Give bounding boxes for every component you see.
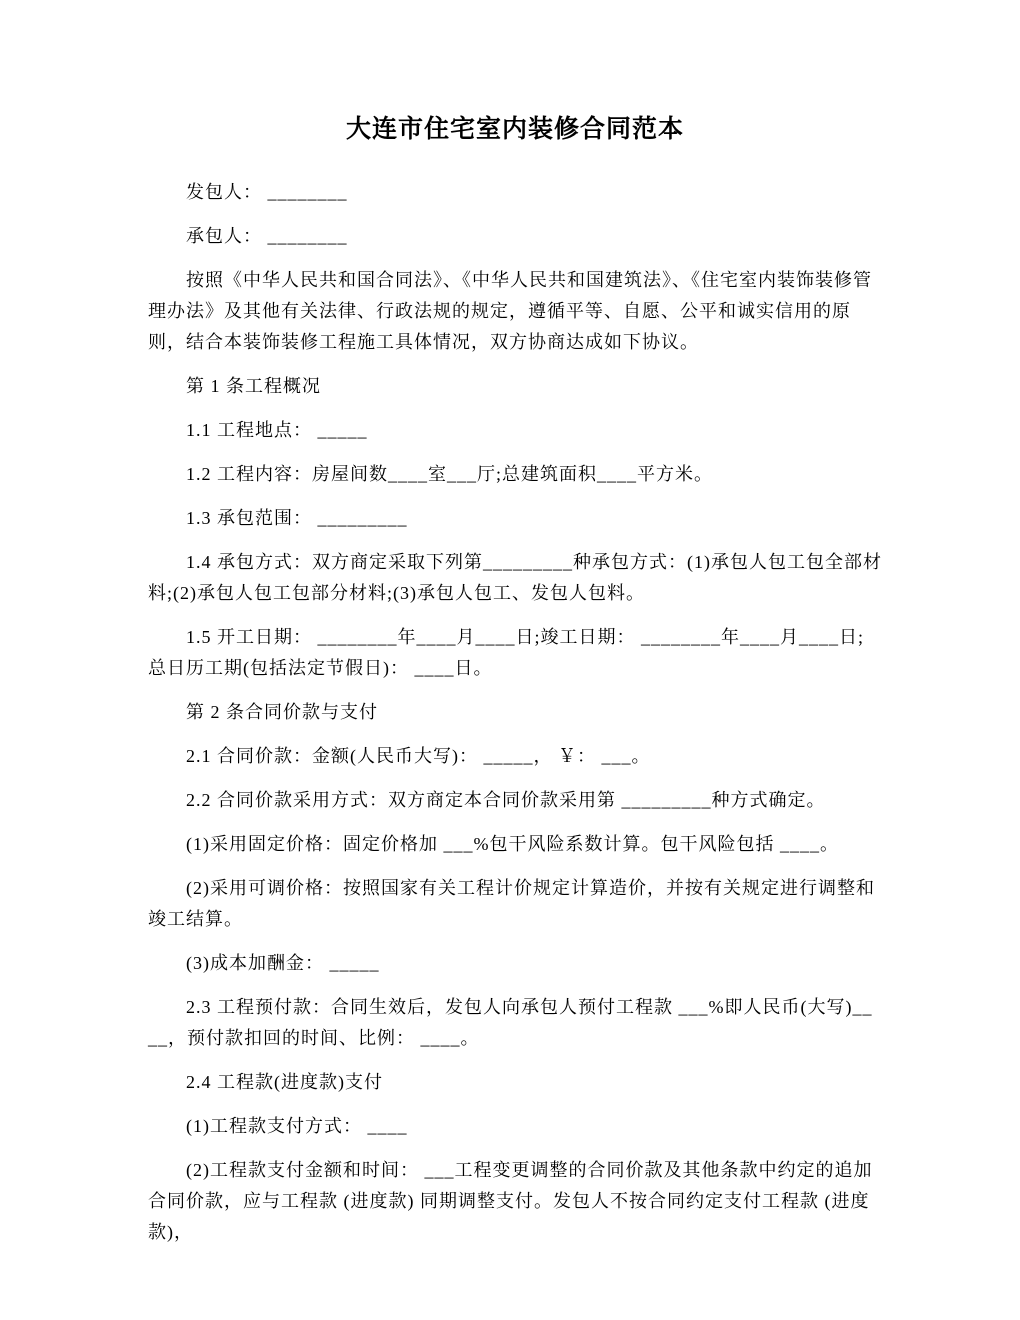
document-title: 大连市住宅室内装修合同范本 — [345, 116, 684, 143]
clause-1-3: 1.3 承包范围： _________ — [186, 508, 408, 528]
clause-2-2-item-1: (1)采用固定价格：固定价格加 ___%包干风险系数计算。包干风险包括 ____。 — [186, 834, 839, 854]
clause-2-4-item-1: (1)工程款支付方式： ____ — [186, 1116, 408, 1136]
article-1-heading: 第 1 条工程概况 — [186, 376, 321, 396]
clause-1-2: 1.2 工程内容：房屋间数____室___厅;总建筑面积____平方米。 — [186, 464, 713, 484]
party-a-line: 发包人： ________ — [186, 182, 348, 202]
clause-2-2: 2.2 合同价款采用方式：双方商定本合同价款采用第 _________种方式确定。 — [186, 790, 826, 810]
clause-2-4-heading: 2.4 工程款(进度款)支付 — [186, 1072, 383, 1092]
clause-2-3: 2.3 工程预付款：合同生效后，发包人向承包人预付工程款 ___%即人民币(大写)____，预付款扣回的时间、比例： ____。 — [148, 997, 873, 1048]
clause-1-5: 1.5 开工日期： ________年____月____日;竣工日期： ________年____月____日;总日历工期(包括法定节假日)： ____日。 — [148, 627, 865, 678]
clause-2-2-item-3: (3)成本加酬金： _____ — [186, 953, 380, 973]
clause-1-4: 1.4 承包方式：双方商定采取下列第_________种承包方式：(1)承包人包工包全部材料;(2)承包人包工包部分材料;(3)承包人包工、发包人包料。 — [148, 552, 882, 603]
clause-1-1: 1.1 工程地点： _____ — [186, 420, 368, 440]
party-b-line: 承包人： ________ — [186, 226, 348, 246]
clause-2-1: 2.1 合同价款：金额(人民币大写)： _____， ￥： ___。 — [186, 746, 651, 766]
preamble: 按照《中华人民共和国合同法》、《中华人民共和国建筑法》、《住宅室内装饰装修管理办法》及其他有关法律、行政法规的规定，遵循平等、自愿、公平和诚实信用的原则，结合本装饰装修工程施工具体情况，双方协商达成如下协议。 — [148, 270, 872, 352]
clause-2-2-item-2: (2)采用可调价格：按照国家有关工程计价规定计算造价，并按有关规定进行调整和竣工结算。 — [148, 878, 875, 929]
clause-2-4-item-2: (2)工程款支付金额和时间： ___工程变更调整的合同价款及其他条款中约定的追加合同价款，应与工程款 (进度款) 同期调整支付。发包人不按合同约定支付工程款 (进度款)， — [148, 1160, 873, 1242]
article-2-heading: 第 2 条合同价款与支付 — [186, 702, 378, 722]
